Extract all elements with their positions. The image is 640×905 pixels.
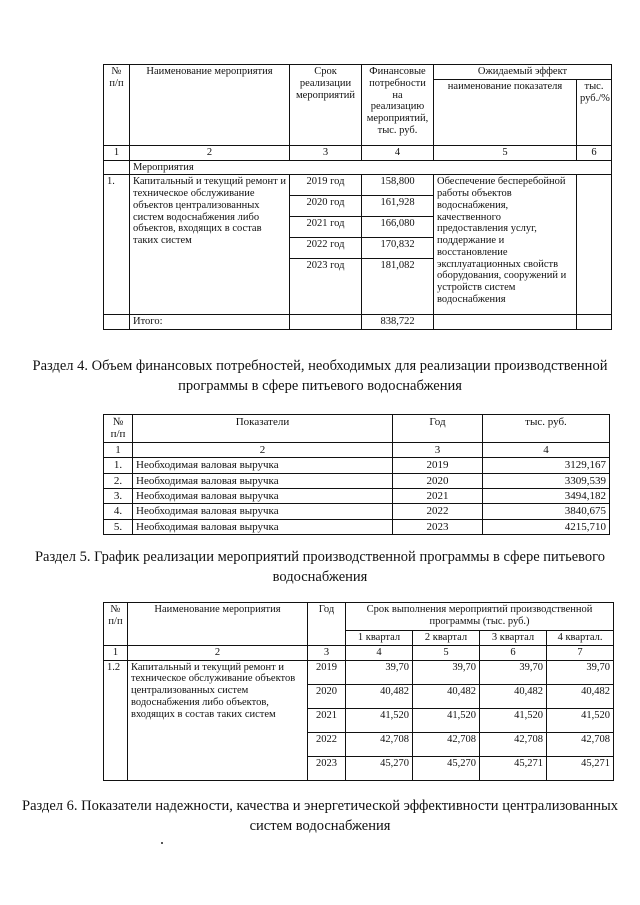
header-num: № п/п (104, 415, 133, 443)
table-row: 1. Необходимая валовая выручка 2019 3129,167 (104, 458, 610, 473)
table-row: 2. Необходимая валовая выручка 2020 3309,539 (104, 473, 610, 488)
year-cell: 2023 год (290, 259, 362, 315)
quarter-cell: 45,270 (413, 756, 480, 780)
quarter-cell: 41,520 (346, 708, 413, 732)
col-number: 4 (346, 645, 413, 660)
col-number: 6 (480, 645, 547, 660)
table-row: 5. Необходимая валовая выручка 2023 4215,710 (104, 519, 610, 534)
col-number: 3 (290, 145, 362, 160)
year-cell: 2022 (308, 732, 346, 756)
year-cell: 2023 (308, 756, 346, 780)
col-number: 3 (393, 443, 483, 458)
col-number: 1 (104, 145, 130, 160)
finance-cell: 181,082 (362, 259, 434, 315)
quarter-cell: 41,520 (480, 708, 547, 732)
col-number: 3 (308, 645, 346, 660)
quarter-cell: 41,520 (413, 708, 480, 732)
total-value: 838,722 (362, 315, 434, 330)
quarter-cell: 41,520 (547, 708, 614, 732)
quarter-cell: 40,482 (480, 684, 547, 708)
col-number: 5 (434, 145, 577, 160)
year-cell: 2020 год (290, 196, 362, 217)
event-name: Капитальный и текущий ремонт и техническое обслуживание объектов централизованных систем водоснабжения либо объектов, входящих в состав таких систем (128, 660, 308, 780)
events-financing-table (103, 64, 612, 330)
quarter-cell: 40,482 (413, 684, 480, 708)
header-indicator: Показатели (133, 415, 393, 443)
finance-cell: 158,800 (362, 175, 434, 196)
quarter-cell: 45,270 (346, 756, 413, 780)
quarter-cell: 39,70 (413, 660, 480, 684)
section-4-title: Раздел 4. Объем финансовых потребностей, необходимых для реализации производственной программы в сфере питьевого водоснабжения (32, 358, 608, 394)
col-number: 6 (577, 145, 612, 160)
quarter-cell: 45,271 (547, 756, 614, 780)
header-q1: 1 квартал (346, 631, 413, 646)
quarter-cell: 42,708 (413, 732, 480, 756)
quarter-cell: 39,70 (346, 660, 413, 684)
col-number: 5 (413, 645, 480, 660)
header-value: тыс. руб. (483, 415, 610, 443)
quarter-cell: 40,482 (547, 684, 614, 708)
quarter-cell: 42,708 (547, 732, 614, 756)
header-period: Срок реализации мероприятий (290, 65, 362, 146)
col-number: 4 (483, 443, 610, 458)
quarter-cell: 39,70 (547, 660, 614, 684)
year-cell: 2021 год (290, 217, 362, 238)
table-row: 3. Необходимая валовая выручка 2021 3494,182 (104, 488, 610, 503)
header-finance: Финансовые потребности на реализацию мероприятий, тыс. руб. (362, 65, 434, 146)
col-number: 4 (362, 145, 434, 160)
finance-cell: 170,832 (362, 238, 434, 259)
indicator-text: Обеспечение бесперебойной работы объектов водоснабжения, качественного предоставления услуг, поддержание и восстановление эксплуатационных свойств оборудования, сооружений и устройств систем водоснабжения (434, 175, 577, 315)
col-number: 1 (104, 443, 133, 458)
year-cell: 2021 (308, 708, 346, 732)
section-label: Мероприятия (130, 160, 612, 175)
header-q4: 4 квартал. (547, 631, 614, 646)
scan-dot (161, 842, 163, 844)
quarter-cell: 42,708 (480, 732, 547, 756)
header-unit: тыс. руб./% (577, 79, 612, 145)
col-number: 7 (547, 645, 614, 660)
header-name: Наименование мероприятия (130, 65, 290, 146)
header-num: № п/п (104, 65, 130, 146)
row-num: 1. (104, 175, 130, 315)
col-number: 2 (128, 645, 308, 660)
col-number: 2 (130, 145, 290, 160)
revenue-table (103, 414, 610, 535)
event-name: Капитальный и текущий ремонт и техническое обслуживание объектов централизованных систем водоснабжения либо объектов, входящих в состав таких систем (130, 175, 290, 315)
schedule-table (103, 602, 614, 781)
quarter-cell: 42,708 (346, 732, 413, 756)
quarter-cell: 45,271 (480, 756, 547, 780)
section-6-title: Раздел 6. Показатели надежности, качества и энергетической эффективности централизованных систем водоснабжения (22, 798, 618, 834)
header-num: № п/п (104, 603, 128, 646)
year-cell: 2019 год (290, 175, 362, 196)
col-number: 2 (133, 443, 393, 458)
header-name: Наименование мероприятия (128, 603, 308, 646)
quarter-cell: 40,482 (346, 684, 413, 708)
total-label: Итого: (130, 315, 290, 330)
table-row: 4. Необходимая валовая выручка 2022 3840,675 (104, 504, 610, 519)
header-q2: 2 квартал (413, 631, 480, 646)
header-deadline: Срок выполнения мероприятий производственной программы (тыс. руб.) (346, 603, 614, 631)
quarter-cell: 39,70 (480, 660, 547, 684)
header-year: Год (308, 603, 346, 646)
section-5-title: Раздел 5. График реализации мероприятий производственной программы в сфере питьевого водоснабжения (34, 549, 606, 585)
header-indicator: наименование показателя (434, 79, 577, 145)
header-effect: Ожидаемый эффект (434, 65, 612, 80)
year-cell: 2019 (308, 660, 346, 684)
finance-cell: 161,928 (362, 196, 434, 217)
finance-cell: 166,080 (362, 217, 434, 238)
year-cell: 2020 (308, 684, 346, 708)
header-year: Год (393, 415, 483, 443)
col-number: 1 (104, 645, 128, 660)
year-cell: 2022 год (290, 238, 362, 259)
header-q3: 3 квартал (480, 631, 547, 646)
row-num: 1.2 (104, 660, 128, 780)
